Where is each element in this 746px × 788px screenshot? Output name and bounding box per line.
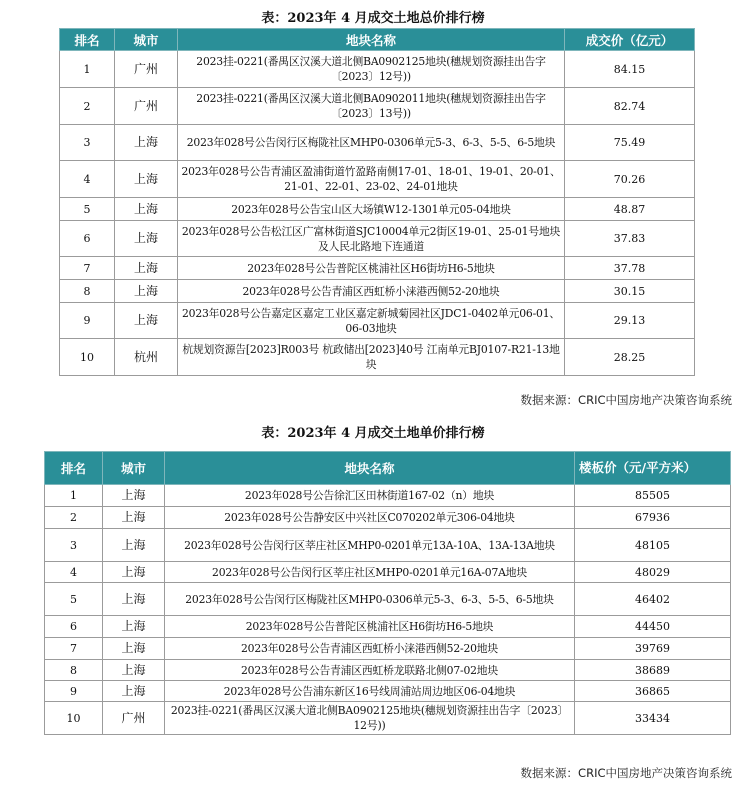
city-cell: 上海: [103, 681, 165, 702]
value-cell: 82.74: [565, 88, 695, 125]
header-rank: 排名: [45, 452, 103, 485]
value-cell: 48105: [575, 529, 731, 562]
city-cell: 上海: [115, 161, 178, 198]
header-deal-price: 成交价（亿元）: [565, 29, 695, 51]
land-name-cell: 2023年028号公告闵行区梅陇社区MHP0-0306单元5-3、6-3、5-5、6-5地块: [165, 583, 575, 616]
table-row: [60, 51, 695, 88]
value-cell: 44450: [575, 616, 731, 638]
rank-cell: 6: [60, 221, 115, 257]
rank-cell: 7: [60, 257, 115, 280]
table-row: [45, 583, 731, 616]
land-name-cell: 2023年028号公告普陀区桃浦社区H6街坊H6-5地块: [178, 257, 565, 280]
table-row: [45, 529, 731, 562]
table-row: [45, 702, 731, 735]
table-row: [45, 616, 731, 638]
table-row: [60, 303, 695, 339]
unit-price-ranking-table: [44, 451, 731, 735]
table-row: [60, 125, 695, 161]
table-row: [60, 221, 695, 257]
city-cell: 上海: [103, 529, 165, 562]
value-cell: 37.83: [565, 221, 695, 257]
city-cell: 上海: [115, 125, 178, 161]
city-cell: 广州: [115, 88, 178, 125]
city-cell: 上海: [103, 660, 165, 681]
rank-cell: 8: [60, 280, 115, 303]
table-row: [60, 280, 695, 303]
table-row: [45, 485, 731, 507]
city-cell: 上海: [103, 562, 165, 583]
table-row: [45, 681, 731, 702]
rank-cell: 8: [45, 660, 103, 681]
city-cell: 杭州: [115, 339, 178, 376]
city-cell: 上海: [115, 303, 178, 339]
value-cell: 48.87: [565, 198, 695, 221]
land-name-cell: 2023挂-0221(番禺区汉溪大道北侧BA0902011地块(穗规划资源挂出告字〔2023〕13号)): [178, 88, 565, 125]
land-name-cell: 2023年028号公告青浦区西虹桥小涞港西侧52-20地块: [165, 638, 575, 660]
value-cell: 85505: [575, 485, 731, 507]
header-city: 城市: [115, 29, 178, 51]
rank-cell: 2: [45, 507, 103, 529]
city-cell: 上海: [115, 198, 178, 221]
land-name-cell: 2023年028号公告青浦区西虹桥龙联路北侧07-02地块: [165, 660, 575, 681]
table2-source: 数据来源：CRIC中国房地产决策咨询系统: [520, 766, 732, 780]
land-name-cell: 2023年028号公告闵行区梅陇社区MHP0-0306单元5-3、6-3、5-5、6-5地块: [178, 125, 565, 161]
rank-cell: 10: [45, 702, 103, 735]
land-name-cell: 2023年028号公告闵行区莘庄社区MHP0-0201单元16A-07A地块: [165, 562, 575, 583]
value-cell: 36865: [575, 681, 731, 702]
header-floor-price: 楼板价（元/平方米）: [575, 452, 731, 485]
rank-cell: 1: [45, 485, 103, 507]
city-cell: 上海: [115, 257, 178, 280]
land-name-cell: 2023年028号公告嘉定区嘉定工业区嘉定新城菊园社区JDC1-0402单元06-01、06-03地块: [178, 303, 565, 339]
rank-cell: 2: [60, 88, 115, 125]
table-row: [60, 257, 695, 280]
value-cell: 46402: [575, 583, 731, 616]
rank-cell: 4: [45, 562, 103, 583]
land-name-cell: 2023年028号公告闵行区莘庄社区MHP0-0201单元13A-10A、13A-13A地块: [165, 529, 575, 562]
header-city: 城市: [103, 452, 165, 485]
rank-cell: 9: [60, 303, 115, 339]
land-name-cell: 2023挂-0221(番禺区汉溪大道北侧BA0902125地块(穗规划资源挂出告字〔2023〕12号)): [165, 702, 575, 735]
land-name-cell: 2023年028号公告浦东新区16号线周浦站周边地区06-04地块: [165, 681, 575, 702]
table-row: [45, 660, 731, 681]
city-cell: 上海: [115, 280, 178, 303]
land-name-cell: 2023年028号公告松江区广富林街道SJC10004单元2街区19-01、25-01号地块及人民北路地下连通道: [178, 221, 565, 257]
city-cell: 上海: [103, 507, 165, 529]
value-cell: 38689: [575, 660, 731, 681]
value-cell: 33434: [575, 702, 731, 735]
rank-cell: 6: [45, 616, 103, 638]
land-name-cell: 2023年028号公告徐汇区田林街道167-02（n）地块: [165, 485, 575, 507]
rank-cell: 7: [45, 638, 103, 660]
value-cell: 70.26: [565, 161, 695, 198]
total-price-ranking-table: [59, 28, 695, 376]
city-cell: 上海: [115, 221, 178, 257]
rank-cell: 4: [60, 161, 115, 198]
city-cell: 上海: [103, 485, 165, 507]
header-rank: 排名: [60, 29, 115, 51]
table-row: [45, 562, 731, 583]
rank-cell: 5: [45, 583, 103, 616]
city-cell: 上海: [103, 638, 165, 660]
rank-cell: 9: [45, 681, 103, 702]
land-name-cell: 2023年028号公告青浦区盈浦街道竹盈路南侧17-01、18-01、19-01、20-01、21-01、22-01、23-02、24-01地块: [178, 161, 565, 198]
table-row: [45, 507, 731, 529]
header-land-name: 地块名称: [165, 452, 575, 485]
value-cell: 67936: [575, 507, 731, 529]
value-cell: 75.49: [565, 125, 695, 161]
rank-cell: 1: [60, 51, 115, 88]
value-cell: 37.78: [565, 257, 695, 280]
value-cell: 48029: [575, 562, 731, 583]
value-cell: 39769: [575, 638, 731, 660]
rank-cell: 5: [60, 198, 115, 221]
land-name-cell: 2023挂-0221(番禺区汉溪大道北侧BA0902125地块(穗规划资源挂出告字〔2023〕12号)): [178, 51, 565, 88]
table-row: [60, 198, 695, 221]
rank-cell: 3: [45, 529, 103, 562]
table-row: [60, 88, 695, 125]
table-row: [45, 638, 731, 660]
value-cell: 30.15: [565, 280, 695, 303]
value-cell: 29.13: [565, 303, 695, 339]
table-row: [60, 339, 695, 376]
city-cell: 广州: [115, 51, 178, 88]
table-row: [60, 161, 695, 198]
table1-source: 数据来源：CRIC中国房地产决策咨询系统: [520, 393, 732, 407]
header-land-name: 地块名称: [178, 29, 565, 51]
value-cell: 84.15: [565, 51, 695, 88]
city-cell: 上海: [103, 616, 165, 638]
rank-cell: 3: [60, 125, 115, 161]
land-name-cell: 杭规划资源告[2023]R003号 杭政储出[2023]40号 江南单元BJ0107-R21-13地块: [178, 339, 565, 376]
land-name-cell: 2023年028号公告宝山区大场镇W12-1301单元05-04地块: [178, 198, 565, 221]
value-cell: 28.25: [565, 339, 695, 376]
rank-cell: 10: [60, 339, 115, 376]
land-name-cell: 2023年028号公告静安区中兴社区C070202单元306-04地块: [165, 507, 575, 529]
table1-title: 表：2023年 4 月成交土地总价排行榜: [261, 11, 485, 26]
land-name-cell: 2023年028号公告青浦区西虹桥小涞港西侧52-20地块: [178, 280, 565, 303]
city-cell: 上海: [103, 583, 165, 616]
city-cell: 广州: [103, 702, 165, 735]
land-name-cell: 2023年028号公告普陀区桃浦社区H6街坊H6-5地块: [165, 616, 575, 638]
table2-title: 表：2023年 4 月成交土地单价排行榜: [261, 426, 485, 441]
